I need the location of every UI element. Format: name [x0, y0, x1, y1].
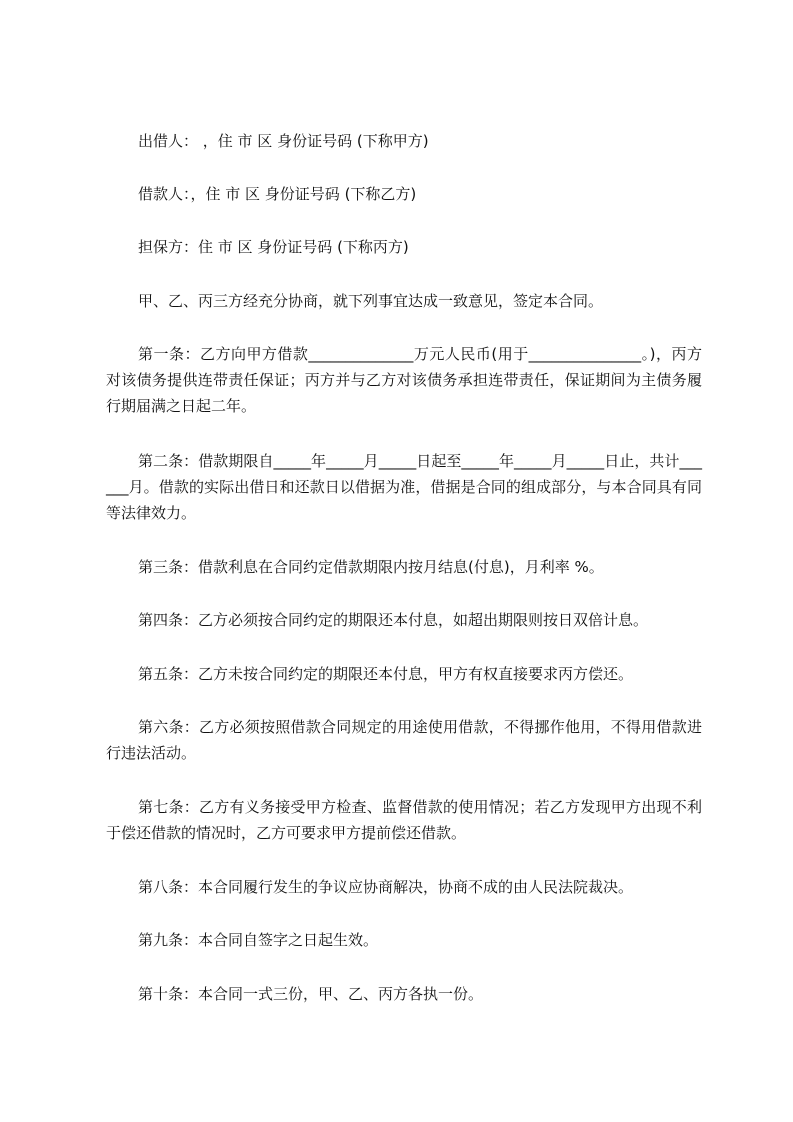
article-7: 第七条：乙方有义务接受甲方检查、监督借款的使用情况；若乙方发现甲方出现不利于偿还借款的情况时，乙方可要求甲方提前偿还借款。 — [106, 798, 702, 842]
article-4: 第四条：乙方必须按合同约定的期限还本付息，如超出期限则按日双倍计息。 — [138, 611, 649, 629]
lender-line: 出借人： ，住 市 区 身份证号码 (下称甲方) — [138, 132, 429, 150]
article-1: 第一条：乙方向甲方借款______________万元人民币(用于_______________。)，丙方对该债务提供连带责任保证；丙方并与乙方对该债务承担连带责任，保证期间为主债务履行期届满之日起二年。 — [106, 345, 702, 415]
article-3: 第三条：借款利息在合同约定借款期限内按月结息(付息)，月利率 %。 — [138, 558, 604, 576]
agreement-intro: 甲、乙、丙三方经充分协商，就下列事宜达成一致意见，签定本合同。 — [138, 292, 604, 310]
article-5: 第五条：乙方未按合同约定的期限还本付息，甲方有权直接要求丙方偿还。 — [138, 665, 634, 683]
article-9: 第九条：本合同自签字之日起生效。 — [138, 931, 379, 949]
article-8: 第八条：本合同履行发生的争议应协商解决，协商不成的由人民法院裁决。 — [138, 878, 634, 896]
guarantor-line: 担保方：住 市 区 身份证号码 (下称丙方) — [138, 238, 409, 256]
article-6: 第六条：乙方必须按照借款合同规定的用途使用借款，不得挪作他用，不得用借款进行违法活动。 — [106, 718, 702, 762]
borrower-line: 借款人：，住 市 区 身份证号码 (下称乙方) — [138, 185, 417, 203]
article-10: 第十条：本合同一式三份，甲、乙、丙方各执一份。 — [138, 985, 484, 1003]
article-2: 第二条：借款期限自_____年_____月_____日起至_____年_____月_____日止，共计______月。借款的实际出借日和还款日以借据为准，借据是合同的组成部分，与本合同具有同等法律效力。 — [106, 452, 702, 522]
